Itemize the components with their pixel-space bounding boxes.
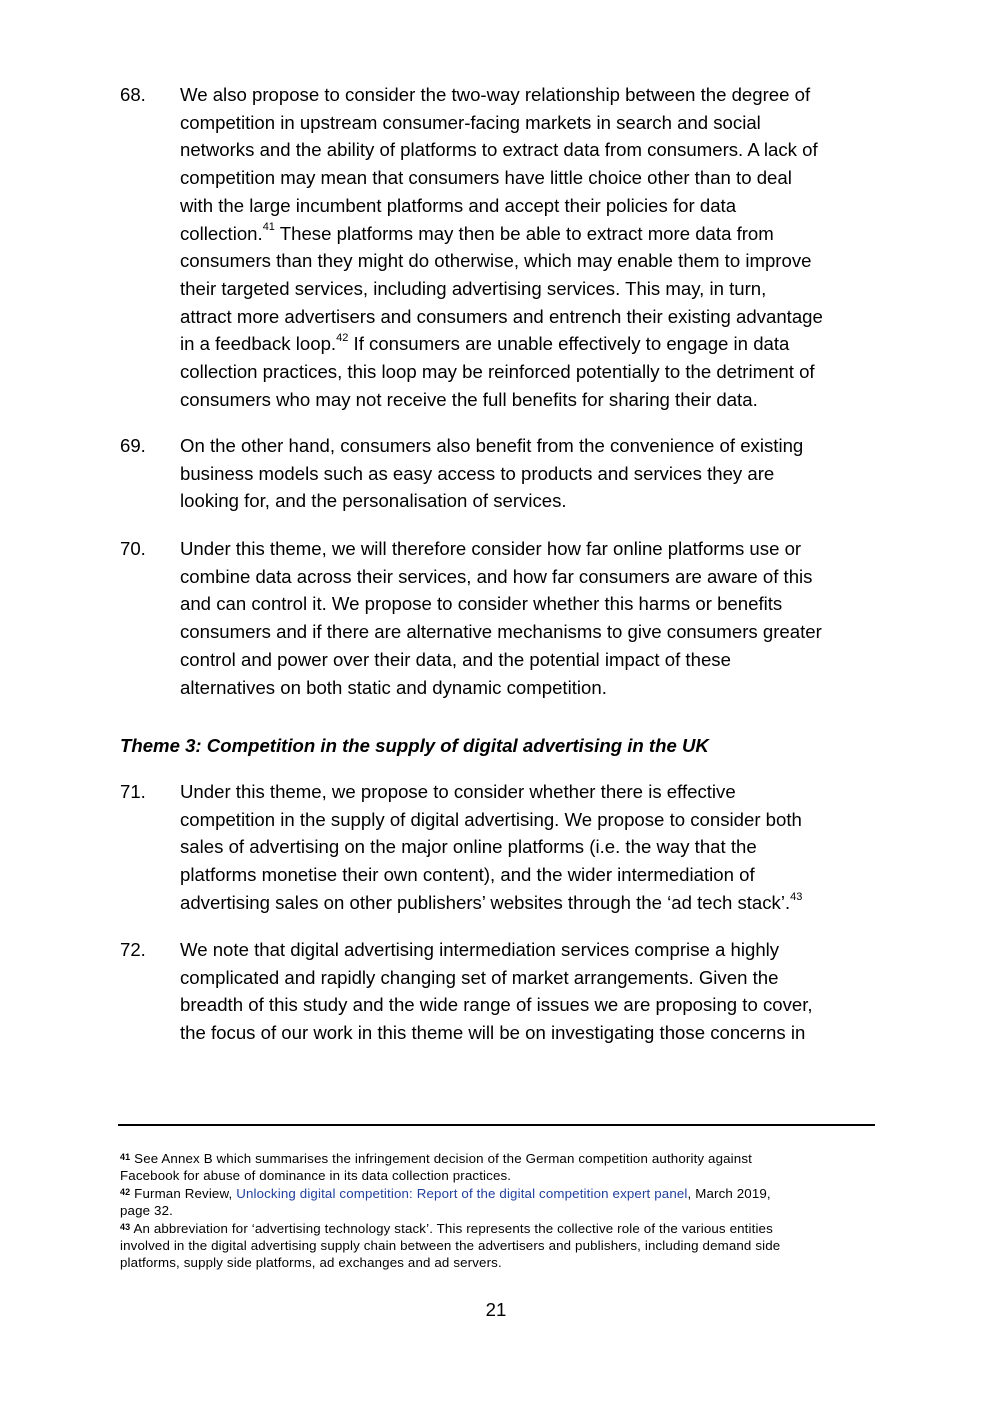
paragraph-body — [180, 81, 880, 413]
paragraph-line: the focus of our work in this theme will be on investigating those concerns in — [180, 1022, 806, 1044]
footnote-41 — [120, 1150, 880, 1185]
footnote-line: platforms, supply side platforms, ad exchanges and ad servers. — [120, 1255, 502, 1271]
footnote-line: involved in the digital advertising supply chain between the advertisers and publishers, including demand side — [120, 1238, 781, 1254]
footnote-text: , March 2019, — [687, 1185, 771, 1201]
footnote-ref-43[interactable]: 43 — [790, 890, 803, 903]
paragraph-70 — [120, 535, 880, 701]
paragraph-line: sales of advertising on the major online platforms (i.e. the way that the — [180, 836, 757, 858]
paragraph-71 — [120, 778, 880, 917]
footnotes — [120, 1150, 880, 1272]
paragraph-line: attract more advertisers and consumers and entrench their existing advantage — [180, 305, 823, 327]
footnote-line: Facebook for abuse of dominance in its data collection practices. — [120, 1168, 512, 1184]
paragraph-line: On the other hand, consumers also benefit from the convenience of existing — [180, 435, 804, 456]
footnote-line — [120, 1150, 880, 1167]
paragraph-body — [180, 535, 880, 701]
paragraph-line: looking for, and the personalisation of services. — [180, 490, 567, 512]
paragraph-line — [180, 330, 880, 358]
paragraph-line: alternatives on both static and dynamic competition. — [180, 676, 607, 698]
footnote-43 — [120, 1220, 880, 1272]
line-text: If consumers are unable effectively to engage in data — [348, 333, 790, 355]
paragraph-line — [180, 220, 880, 248]
paragraph-number: 71. — [120, 781, 146, 802]
paragraph-line: competition may mean that consumers have little choice other than to deal — [180, 167, 792, 189]
footnote-ref-41[interactable]: 41 — [262, 221, 275, 234]
paragraph-line: control and power over their data, and the potential impact of these — [180, 648, 731, 670]
paragraph-line: We note that digital advertising intermediation services comprise a highly — [180, 939, 780, 960]
paragraph-body — [180, 936, 880, 1047]
paragraph-68 — [120, 81, 880, 413]
paragraph-line: breadth of this study and the wide range of issues we are proposing to cover, — [180, 994, 813, 1016]
paragraph-line: networks and the ability of platforms to extract data from consumers. A lack of — [180, 139, 818, 161]
paragraph-body — [180, 432, 880, 515]
footnote-line — [120, 1185, 880, 1202]
paragraph-line: combine data across their services, and how far consumers are aware of this — [180, 565, 813, 587]
paragraph-line: We also propose to consider the two-way relationship between the degree of — [180, 84, 811, 105]
paragraph-number: 69. — [120, 435, 146, 456]
footnote-mark: 41 — [120, 1152, 131, 1162]
paragraph-line: their targeted services, including advertising services. This may, in turn, — [180, 277, 767, 299]
paragraph-line: Under this theme, we propose to consider whether there is effective — [180, 781, 736, 802]
line-text: These platforms may then be able to extract more data from — [274, 222, 774, 244]
line-text: advertising sales on other publishers’ websites through the ‘ad tech stack’. — [180, 891, 791, 913]
paragraph-line: Under this theme, we will therefore consider how far online platforms use or — [180, 538, 802, 559]
paragraph-number: 68. — [120, 84, 146, 105]
paragraph-number: 72. — [120, 939, 146, 960]
footnote-text: An abbreviation for ‘advertising technology stack’. This represents the collective role of the various entities — [133, 1220, 773, 1236]
footnote-line: page 32. — [120, 1203, 173, 1219]
footnote-text: Furman Review, — [134, 1185, 237, 1201]
footnote-line — [120, 1220, 880, 1237]
paragraph-line: platforms monetise their own content), and the wider intermediation of — [180, 864, 755, 886]
furman-review-link[interactable]: Unlocking digital competition: Report of the digital competition expert panel — [236, 1185, 688, 1201]
paragraph-line: collection practices, this loop may be reinforced potentially to the detriment of — [180, 361, 815, 383]
paragraph-72 — [120, 936, 880, 1047]
paragraph-line: business models such as easy access to products and services they are — [180, 462, 775, 484]
page-number: 21 — [485, 1299, 507, 1320]
footnote-separator — [118, 1124, 875, 1126]
paragraph-body — [180, 778, 880, 917]
paragraph-line: complicated and rapidly changing set of market arrangements. Given the — [180, 966, 779, 988]
paragraph-line: competition in the supply of digital advertising. We propose to consider both — [180, 808, 802, 830]
line-text: collection. — [180, 222, 263, 244]
paragraph-number: 70. — [120, 538, 146, 559]
footnote-mark: 43 — [120, 1221, 131, 1232]
footnote-42 — [120, 1185, 880, 1220]
footnote-text: See Annex B which summarises the infringement decision of the German competition authority against — [134, 1151, 752, 1166]
paragraph-line: with the large incumbent platforms and accept their policies for data — [180, 194, 737, 216]
line-text: in a feedback loop. — [180, 333, 337, 355]
paragraph-line: and can control it. We propose to consider whether this harms or benefits — [180, 593, 783, 615]
section-heading: Theme 3: Competition in the supply of digital advertising in the UK — [120, 735, 709, 756]
paragraph-line: consumers and if there are alternative mechanisms to give consumers greater — [180, 621, 822, 643]
paragraph-line: competition in upstream consumer-facing markets in search and social — [180, 111, 761, 133]
footnote-ref-42[interactable]: 42 — [336, 332, 349, 345]
paragraph-line: consumers than they might do otherwise, which may enable them to improve — [180, 250, 812, 272]
paragraph-69 — [120, 432, 880, 515]
footnote-mark: 42 — [120, 1186, 131, 1197]
paragraph-line: consumers who may not receive the full benefits for sharing their data. — [180, 388, 758, 410]
paragraph-line — [180, 889, 880, 917]
